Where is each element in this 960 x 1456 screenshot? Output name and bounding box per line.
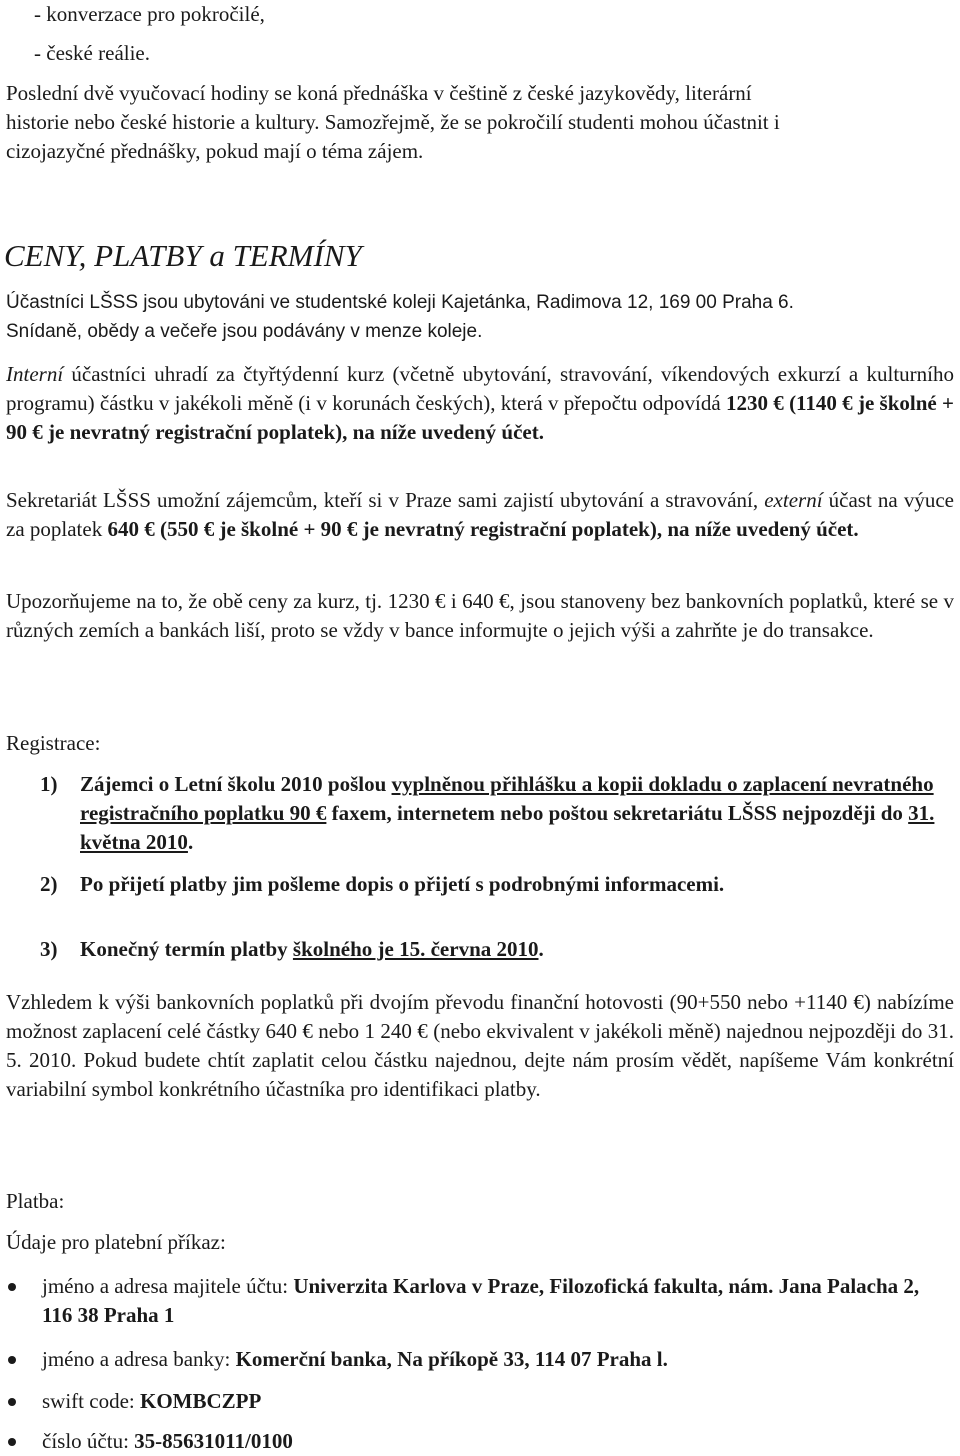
- detail-value: Komerční banka, Na příkopě 33, 114 07 Praha l.: [235, 1347, 668, 1371]
- item-number: 3): [40, 937, 58, 961]
- detail-value: Univerzita Karlova v Praze, Filozofická fakulta, nám. Jana Palacha 2, 116 38 Praha 1: [42, 1274, 920, 1327]
- detail-label: číslo účtu:: [42, 1429, 135, 1453]
- payment-detail: [6, 1345, 954, 1374]
- internal-price: 1230 € (1140 € je školné + 90 € je nevratný registrační poplatek), na níže uvedený účet.: [6, 391, 954, 444]
- item-text: .: [187, 830, 194, 854]
- detail-value: KOMBCZPP: [139, 1389, 262, 1413]
- item-number: 1): [40, 772, 58, 796]
- payment-subtitle: Údaje pro platební příkaz:: [6, 1230, 226, 1254]
- accommodation-line: Účastníci LŠSS jsou ubytováni ve studentské koleji Kajetánka, Radimova 12, 169 00 Praha 6.: [6, 292, 794, 313]
- bullet-icon: [8, 1283, 16, 1291]
- payment-detail: [6, 1427, 954, 1456]
- internal-label: Interní: [6, 362, 64, 386]
- external-text-2: účast na výuce za poplatek: [6, 488, 954, 541]
- bullet-icon: [8, 1438, 16, 1446]
- external-label: externí: [764, 488, 823, 512]
- intro-line: historie nebo české historie a kultury. Samozřejmě, že se pokročilí studenti mohou účastnit i: [6, 110, 780, 134]
- accommodation-line: Snídaně, obědy a večeře jsou podávány v menze koleje.: [6, 321, 483, 342]
- list-item: - konverzace pro pokročilé,: [34, 2, 265, 26]
- detail-value: 35-85631011/0100: [134, 1429, 293, 1453]
- registration-item: [40, 770, 954, 857]
- registration-title: Registrace:: [6, 731, 101, 755]
- bullet-icon: [8, 1356, 16, 1364]
- notice-paragraph: Upozorňujeme na to, že obě ceny za kurz, tj. 1230 € i 640 €, jsou stanoveny bez bankovních poplatků, které se v různých zemích a bankách liší, proto se vždy v bance informujte o jejich výši a zahrňte je do transakce.: [6, 589, 954, 642]
- external-text: Sekretariát LŠSS umožní zájemcům, kteří si v Praze sami zajistí ubytování a stravování,: [6, 488, 765, 512]
- payment-detail: [6, 1387, 954, 1416]
- item-text: Konečný termín platby: [80, 937, 293, 961]
- detail-label: jméno a adresa majitele účtu:: [42, 1274, 294, 1298]
- item-text: Po přijetí platby jim pošleme dopis o přijetí s podrobnými informacemi.: [80, 872, 725, 896]
- item-underlined: vyplněnou přihlášku a kopii dokladu o zaplacení nevratného registračního poplatku 90 €: [80, 772, 934, 825]
- section-heading: CENY, PLATBY a TERMÍNY: [4, 238, 362, 273]
- item-text: Zájemci o Letní školu 2010 pošlou: [80, 772, 392, 796]
- intro-line: cizojazyčné přednášky, pokud mají o téma zájem.: [6, 139, 424, 163]
- item-text: faxem, internetem nebo poštou sekretariátu LŠSS nejpozději do: [326, 801, 909, 825]
- internal-paragraph: [6, 360, 954, 447]
- internal-text: účastníci uhradí za čtyřtýdenní kurz (včetně ubytování, stravování, víkendových exkurzí a kulturního programu) částku v jakékoli měně (i v korunách českých), která v přepočtu odpovídá: [6, 362, 954, 415]
- list-item: - české reálie.: [34, 41, 151, 65]
- registration-item: [40, 935, 954, 964]
- fees-note-paragraph: Vzhledem k výši bankovních poplatků při dvojím převodu finanční hotovosti (90+550 nebo +1140 €) nabízíme možnost zaplacení celé částky 640 € nebo 1 240 € (nebo ekvivalent v jakékoli měně) najednou nejpozději do 31. 5. 2010. Pokud budete chtít zaplatit celou částku najednou, dejte nám prosím vědět, napíšeme Vám konkrétní variabilní symbol konkrétního účastníka pro identifikaci platby.: [6, 990, 954, 1101]
- detail-label: swift code:: [42, 1389, 140, 1413]
- payment-detail: [6, 1272, 954, 1330]
- registration-item: [40, 870, 954, 899]
- intro-line: Poslední dvě vyučovací hodiny se koná přednáška v češtině z české jazykovědy, literární: [6, 81, 752, 105]
- deadline-date: školného je 15. června 2010: [292, 937, 539, 961]
- item-number: 2): [40, 872, 58, 896]
- payment-title: Platba:: [6, 1189, 65, 1213]
- deadline-date: 31. května 2010: [80, 801, 935, 854]
- item-text: .: [538, 937, 544, 961]
- detail-label: jméno a adresa banky:: [42, 1347, 236, 1371]
- external-price: 640 € (550 € je školné + 90 € je nevratný registrační poplatek), na níže uvedený účet.: [107, 517, 859, 541]
- external-paragraph: [6, 486, 954, 544]
- bullet-icon: [8, 1398, 16, 1406]
